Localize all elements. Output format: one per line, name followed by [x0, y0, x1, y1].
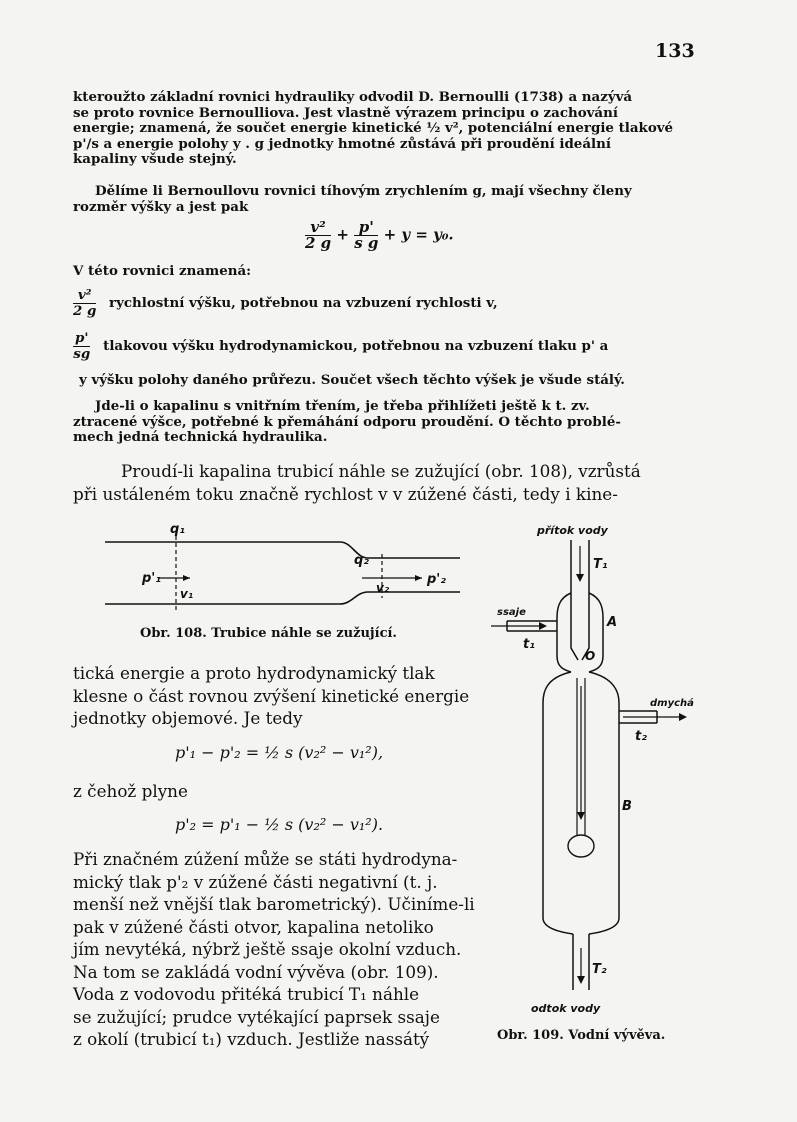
meaning-intro: [73, 264, 701, 280]
text-line: menší než vnější tlak barometrický). Učiníme-li: [73, 894, 475, 914]
text-line: Jde-li o kapalinu s vnitřním třením, je třeba přihlížeti ještě k t. zv.: [95, 398, 590, 414]
denominator: sg: [73, 346, 91, 362]
text-line: kteroužto základní rovnici hydrauliky odvodil D. Bernoulli (1738) a nazývá: [73, 89, 633, 105]
figure-109-caption: Obr. 109. Vodní vývěva.: [497, 1028, 666, 1043]
velocity-fraction: [73, 288, 96, 319]
pressure-difference-equation: p'₁ − p'₂ = ½ s (v₂² − v₁²),: [175, 743, 384, 762]
arrowhead: [183, 575, 190, 581]
label-p1: p'₁: [142, 571, 161, 586]
arrowhead: [576, 574, 584, 582]
arrowhead: [577, 976, 585, 984]
definition-pressure-height: [73, 331, 608, 362]
text-line: Na tom se zakládá vodní vývěva (obr. 109).: [73, 961, 439, 982]
tube-outline-top: [105, 542, 460, 558]
text-line: y výšku polohy daného průřezu. Součet všech těchto výšek je všude stálý.: [79, 372, 625, 388]
intro-paragraph: [73, 90, 701, 168]
text-line: při ustáleném toku značně rychlost v v zúžené části, tedy i kine-: [73, 483, 618, 504]
label-A: A: [607, 615, 618, 630]
pressure-fraction: [73, 331, 90, 362]
friction-paragraph: [73, 399, 701, 446]
text-line: tická energie a proto hydrodynamický tlak: [73, 663, 435, 683]
label-outflow: odtok vody: [531, 1002, 601, 1015]
text-line: Voda z vodovodu přitéká trubicí T₁ náhle: [73, 984, 420, 1004]
text-line: mech jedná technická hydraulika.: [73, 429, 328, 446]
bernoulli-height-equation: [305, 220, 454, 251]
text-line: Proudí-li kapalina trubicí náhle se zužující (obr. 108), vzrůstá: [121, 461, 641, 481]
body-paragraph-2: [73, 662, 478, 730]
text-line: kapaliny všude stejný.: [73, 151, 237, 168]
tube-outline-bottom: [105, 592, 460, 604]
label-p2: p'₂: [427, 572, 446, 587]
label-t1: t₁: [523, 637, 535, 652]
label-ssaje: ssaje: [497, 607, 526, 618]
division-paragraph: [73, 184, 701, 215]
body-paragraph-3: [73, 848, 480, 1051]
text-line: pak v zúžené části otvor, kapalina netoliko: [73, 916, 434, 937]
denominator: 2 g: [305, 234, 332, 252]
arrowhead: [577, 812, 585, 820]
text-line: Při značném zúžení může se státi hydrodyna-: [73, 849, 458, 869]
page-number: 133: [655, 40, 695, 62]
definition-text: tlakovou výšku hydrodynamickou, potřebnou na vzbuzení tlaku p' a: [103, 338, 609, 354]
resulting-pressure-equation: p'₂ = p'₁ − ½ s (v₂² − v₁²).: [175, 815, 384, 834]
label-O: O: [585, 649, 596, 663]
numerator: p': [354, 220, 378, 236]
label-q2: q₂: [354, 553, 369, 568]
body-paragraph-1: [73, 460, 701, 505]
text-line: V této rovnici znamená:: [73, 263, 252, 279]
figure-108-caption: Obr. 108. Trubice náhle se zužující.: [140, 626, 397, 641]
text-line: se proto rovnice Bernoulliova. Jest vlastně výrazem principu o zachování: [73, 104, 618, 121]
text-line: ztracené výšce, potřebné k přemáhání odporu proudění. O těchto problé-: [73, 413, 621, 430]
label-t2: t₂: [635, 729, 647, 744]
text-line: z okolí (trubicí t₁) vzduch. Jestliže nassátý: [73, 1029, 430, 1049]
label-T2: T₂: [592, 962, 607, 977]
figure-108-narrowing-tube: [100, 520, 470, 620]
denominator: 2 g: [73, 303, 97, 319]
numerator: v²: [73, 288, 96, 304]
text-line: p'/s a energie polohy y . g jednotky hmotné zůstává při proudění ideální: [73, 135, 611, 152]
numerator: v²: [305, 220, 331, 236]
definition-text: rychlostní výšku, potřebnou na vzbuzení rychlosti v,: [109, 295, 498, 311]
text-line: energie; znamená, že součet energie kinetické ½ v², potenciální energie tlakové: [73, 120, 674, 137]
arrowhead: [679, 713, 687, 721]
label-T1: T₁: [593, 557, 608, 572]
numerator: p': [75, 330, 89, 346]
label-dmycha: dmychá: [650, 698, 694, 709]
definition-position-height: [73, 373, 701, 389]
plus-sign: +: [336, 225, 349, 244]
label-B: B: [622, 799, 632, 814]
label-v2: v₂: [376, 581, 390, 595]
whence-line: [73, 780, 478, 803]
velocity-fraction: [305, 220, 331, 251]
text-line: jednotky objemové. Je tedy: [73, 708, 303, 728]
text-line: rozměr výšky a jest pak: [73, 198, 249, 215]
chamber-A: [557, 593, 603, 672]
text-line: jím nevytéká, nýbrž ještě ssaje okolní vzduch.: [73, 939, 462, 959]
text-line: Dělíme li Bernoullovu rovnici tíhovým zrychlením g, mají všechny členy: [95, 183, 632, 199]
text-line: se zužující; prudce vytékající paprsek ssaje: [73, 1006, 440, 1027]
arrowhead: [539, 622, 547, 630]
denominator: s g: [354, 234, 379, 252]
inner-bulb: [568, 835, 594, 857]
figure-109-water-pump: [485, 518, 715, 1018]
text-line: mický tlak p'₂ v zúžené části negativní (t. j.: [73, 871, 438, 892]
text-line: z čehož plyne: [73, 781, 188, 801]
definition-velocity-height: [73, 288, 498, 319]
label-q1: q₁: [170, 522, 185, 537]
label-inflow: přítok vody: [537, 524, 608, 537]
arrowhead: [415, 575, 422, 581]
label-v1: v₁: [180, 587, 194, 601]
text-line: klesne o část rovnou zvýšení kinetické energie: [73, 685, 470, 706]
pressure-fraction: [354, 220, 378, 251]
equation-rest: + y = y₀.: [383, 225, 454, 244]
